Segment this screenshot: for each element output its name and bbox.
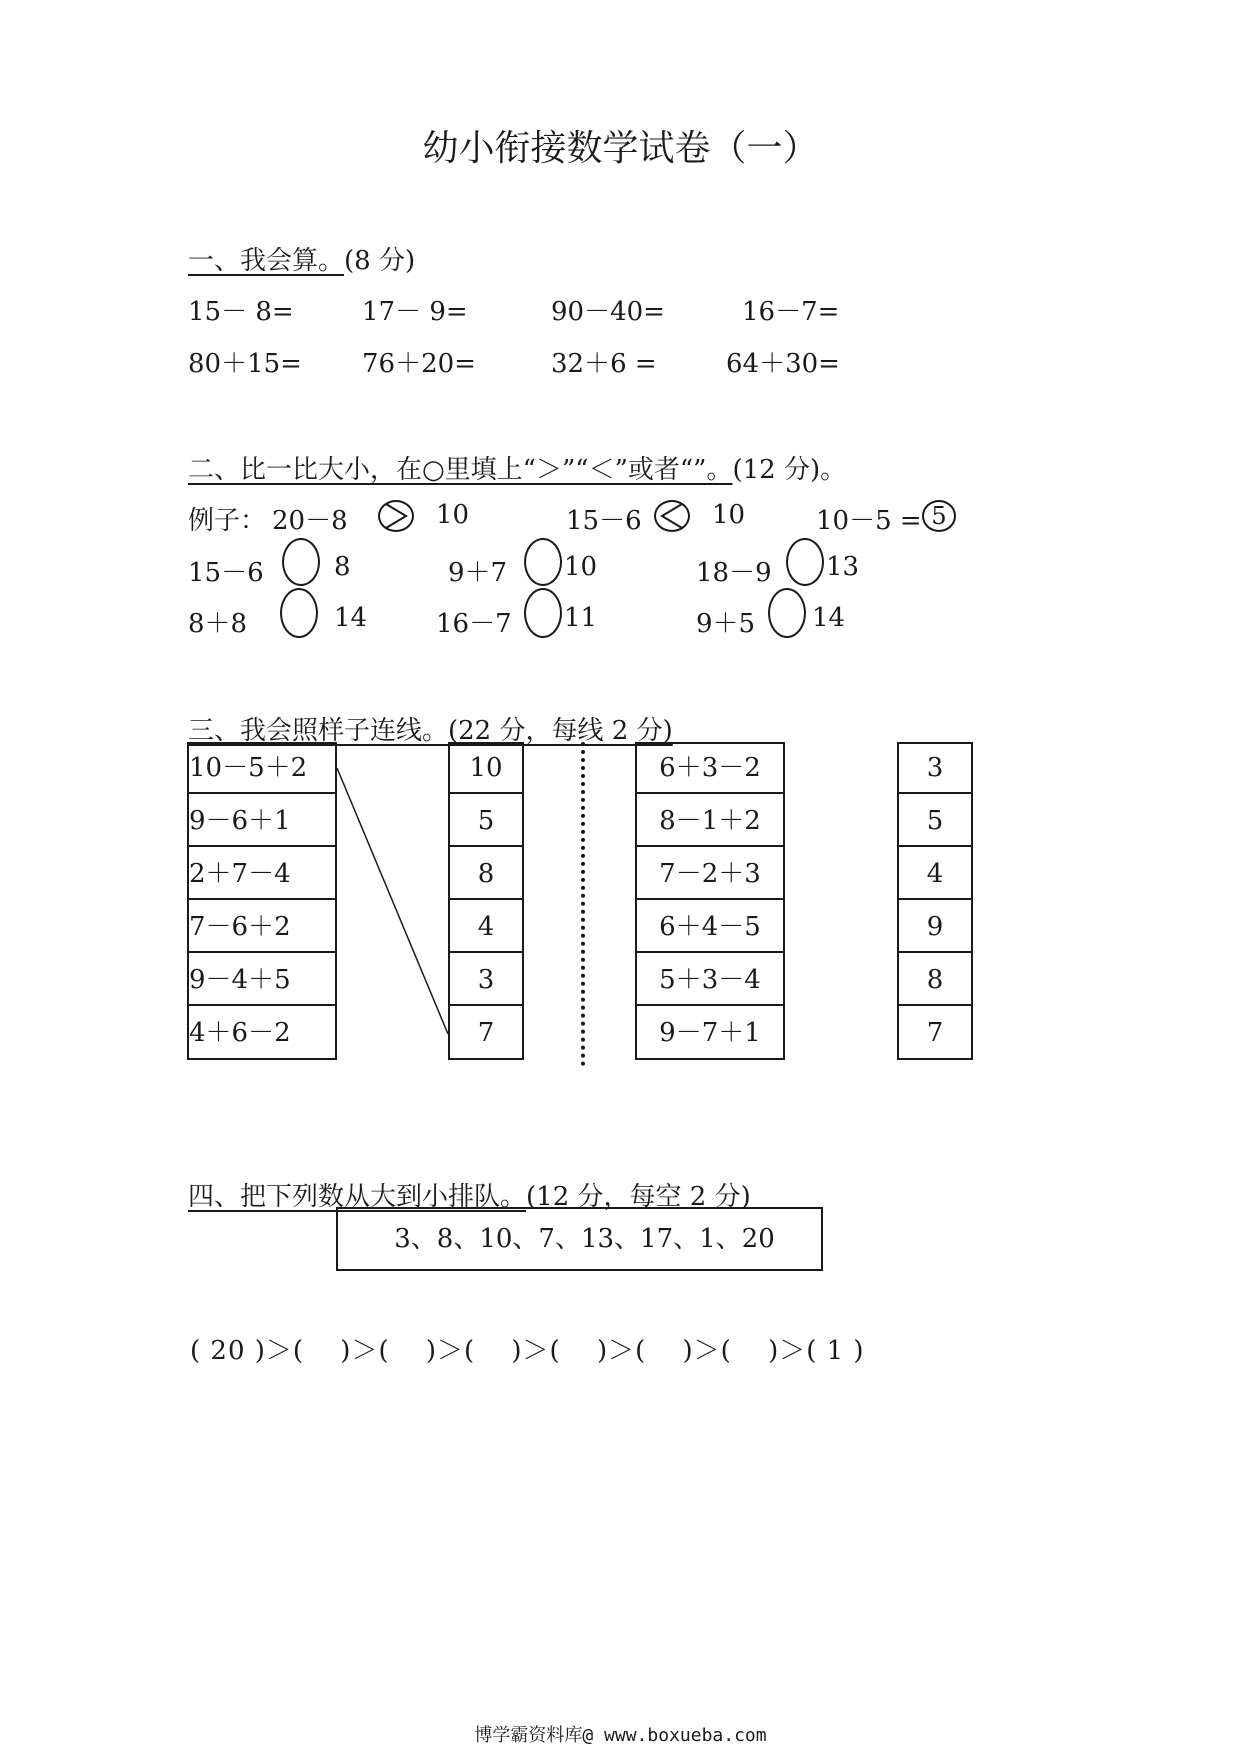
right-answer-cell: 3 [897,742,973,794]
left-expression-cell: 9－6＋1 [187,795,337,847]
problem-1: 15－ 8= [188,297,294,327]
page-title: 幼小衔接数学试卷（一） [422,128,819,169]
footer-watermark: 博学霸资料库@ www.boxueba.com [474,1725,767,1746]
left-answer-cell: 8 [448,848,524,900]
number-list: 3、8、10、7、13、17、1、20 [394,1224,775,1254]
section2-heading-end: 。 [820,455,847,485]
compare-2-left: 9＋7 [448,558,508,588]
example-1-left: 20－8 [272,506,348,536]
section4-heading-score: (12 分，每空 2 分) [526,1182,751,1212]
right-answer-cell: 5 [897,795,973,847]
example-label: 例子： [188,506,267,536]
left-answer-cell: 5 [448,795,524,847]
right-answer-cell: 7 [926,1018,944,1048]
example-2-left: 15－6 [566,506,642,536]
right-answer-cell: 9 [897,901,973,953]
section4-heading-main: 四、把下列数从大到小排队。 [188,1182,527,1212]
section1-heading-main: 一、我会算。 [188,246,345,276]
problem-2: 17－ 9= [362,297,468,327]
example-2-right: 10 [712,500,746,530]
right-expression-cell: 8－1＋2 [635,795,785,847]
compare-2-right: 10 [564,552,598,582]
problem-3: 90－40= [551,297,665,327]
example-3-answer-circle: 5 [922,500,956,532]
example-1-right: 10 [436,500,470,530]
right-expression-cell: 9－7＋1 [659,1018,761,1048]
right-expression-cell: 6＋3－2 [635,742,785,794]
left-expression-cell: 7－6＋2 [187,901,337,953]
problem-4: 16－7= [742,297,840,327]
compare-3-right: 13 [826,552,860,582]
compare-4-right: 14 [334,603,368,633]
left-expression-cell: 4＋6－2 [189,1018,291,1048]
left-answer-cell: 7 [477,1018,495,1048]
compare-6-right: 14 [812,603,846,633]
section2-heading-score: (12 分) [732,455,821,485]
section2-heading-main: 二、比一比大小，在○里填上“＞”“＜”或者“”。 [188,455,733,485]
compare-6-left: 9＋5 [696,609,756,639]
right-answer-cell: 8 [897,954,973,1006]
left-answer-cell: 3 [448,954,524,1006]
compare-1-right: 8 [334,552,351,582]
compare-5-right: 11 [564,603,598,633]
right-answer-cell: 4 [897,848,973,900]
problem-8: 64＋30= [726,349,840,379]
left-expression-cell: 9－4＋5 [187,954,337,1006]
section3-heading: 三、我会照样子连线。(22 分，每线 2 分) [188,716,673,746]
compare-4-left: 8＋8 [188,609,248,639]
section1-heading-score: (8 分) [344,246,416,276]
problem-6: 76＋20= [362,349,476,379]
right-expression-cell: 7－2＋3 [635,848,785,900]
left-answer-cell: 10 [448,742,524,794]
problem-5: 80＋15= [188,349,302,379]
ordering-blanks[interactable]: ( 20 )＞( )＞( )＞( )＞( )＞( )＞( )＞( 1 ) [190,1336,865,1366]
left-expression-cell: 10－5＋2 [187,742,337,794]
compare-3-left: 18－9 [696,558,772,588]
right-expression-cell: 6＋4－5 [635,901,785,953]
problem-7: 32＋6 = [551,349,657,379]
right-expression-cell: 5＋3－4 [635,954,785,1006]
compare-1-left: 15－6 [188,558,264,588]
example-3-left: 10－5 = [816,506,922,536]
left-answer-cell: 4 [448,901,524,953]
compare-5-left: 16－7 [436,609,512,639]
left-expression-cell: 2＋7－4 [187,848,337,900]
